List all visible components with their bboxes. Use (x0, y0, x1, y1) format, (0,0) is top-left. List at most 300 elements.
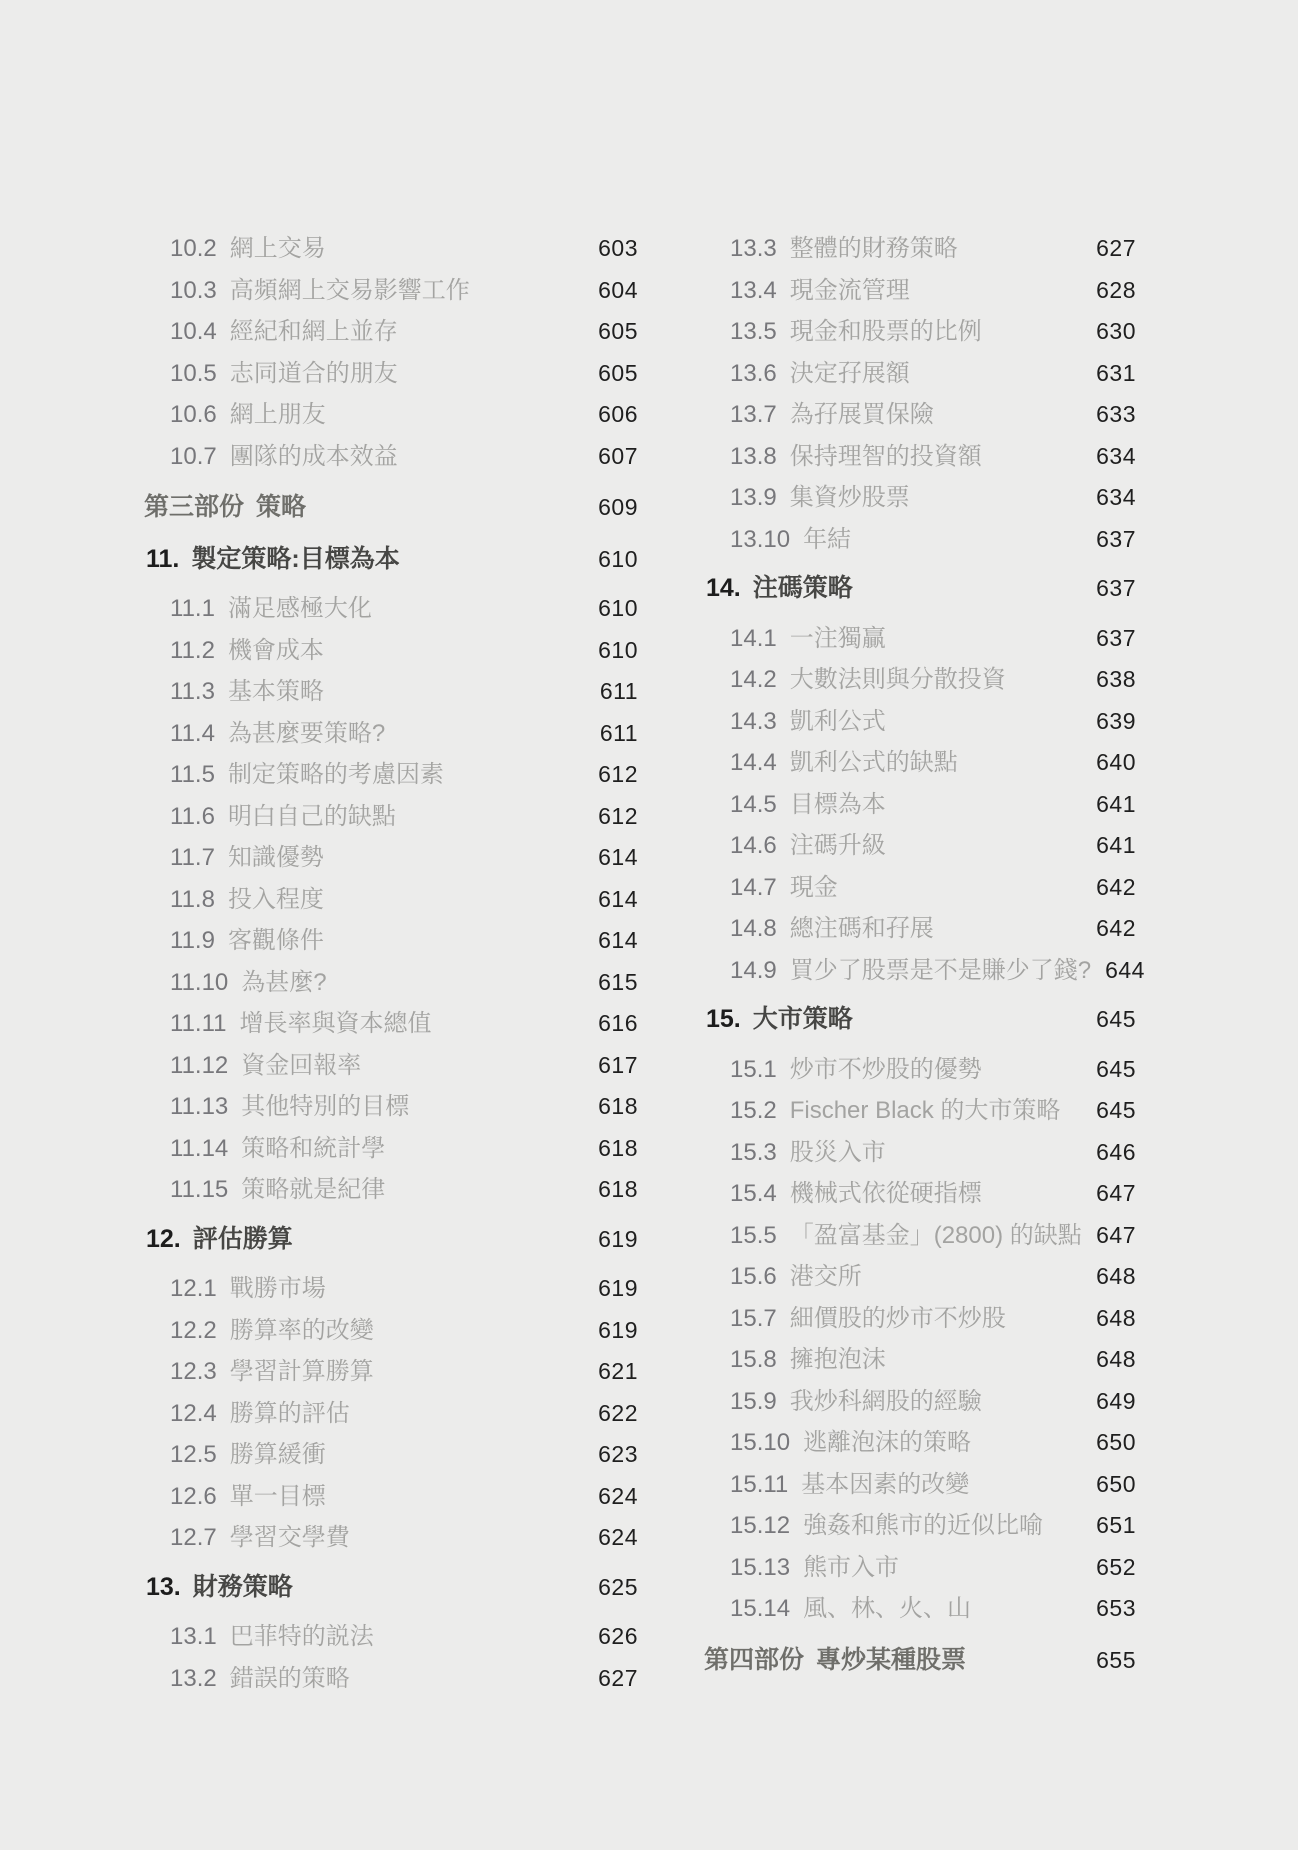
entry-page-number: 619 (598, 1225, 638, 1252)
entry-page-number: 655 (1096, 1646, 1136, 1673)
entry-title: 專炒某種股票 (816, 1645, 967, 1674)
entry-number: 14.5 (730, 790, 777, 818)
entry-number: 12.4 (170, 1399, 217, 1427)
entry-page-number: 610 (598, 636, 638, 663)
entry-label (704, 1547, 899, 1582)
entry-title: 客觀條件 (227, 927, 324, 954)
entry-page-number: 624 (598, 1482, 638, 1509)
entry-page-number: 631 (1096, 359, 1136, 386)
toc-entry (704, 311, 1136, 353)
entry-title: 網上交易 (229, 235, 326, 262)
entry-label (704, 1464, 969, 1499)
entry-label (704, 659, 1006, 694)
entry-number: 15.10 (730, 1429, 791, 1456)
entry-number: 15.6 (730, 1263, 777, 1290)
entry-number: 11.7 (170, 844, 215, 871)
entry-number: 15.7 (730, 1304, 777, 1332)
entry-page-number: 625 (598, 1573, 638, 1600)
entry-number: 第三部份 (144, 493, 245, 521)
entry-page-number: 619 (598, 1316, 638, 1343)
toc-entry (704, 908, 1136, 950)
entry-page-number: 618 (598, 1176, 638, 1202)
entry-number: 12.3 (170, 1358, 217, 1385)
entry-number: 15.9 (730, 1387, 777, 1415)
entry-title: 股災入市 (789, 1138, 886, 1166)
entry-label (144, 1658, 350, 1693)
entry-page-number: 653 (1096, 1595, 1136, 1621)
entry-page-number: 626 (598, 1623, 638, 1649)
entry-label (144, 671, 324, 706)
entry-title: 年結 (803, 525, 852, 553)
toc-entry (144, 1003, 638, 1045)
entry-number: 12.5 (170, 1441, 217, 1468)
toc-entry (704, 742, 1136, 784)
entry-title: 志同道合的朋友 (229, 359, 398, 387)
entry-title: 勝算緩衝 (229, 1441, 326, 1468)
entry-title: 為孖展買保險 (789, 401, 934, 428)
toc-entry (704, 784, 1136, 826)
entry-page-number: 638 (1096, 666, 1136, 692)
toc-entry (144, 962, 638, 1004)
entry-title: 注碼策略 (752, 574, 853, 602)
entry-number: 15.5 (730, 1221, 777, 1249)
entry-page-number: 604 (598, 276, 638, 303)
toc-column-right (704, 228, 1145, 1691)
entry-page-number: 610 (598, 595, 638, 621)
entry-title: 大市策略 (752, 1005, 853, 1033)
entry-number: 12. (146, 1224, 181, 1253)
entry-title: 增長率與資本總值 (239, 1010, 432, 1037)
entry-number: 11.4 (170, 719, 215, 747)
entry-number: 11.3 (170, 678, 215, 705)
entry-title: 大數法則與分散投資 (789, 666, 1006, 693)
entry-title: 總注碼和孖展 (789, 915, 934, 942)
entry-title: 網上朋友 (229, 401, 326, 428)
toc-part-heading (704, 1640, 1136, 1682)
entry-label (704, 618, 886, 653)
entry-number: 11.15 (170, 1176, 229, 1203)
entry-title: 「盈富基金」(2800) 的缺點 (789, 1221, 1082, 1249)
entry-label (704, 436, 982, 471)
toc-chapter-heading (704, 999, 1136, 1041)
entry-label (704, 1339, 886, 1374)
toc-entry (144, 1476, 638, 1518)
entry-title: 港交所 (789, 1263, 862, 1290)
entry-number: 13.2 (170, 1664, 217, 1692)
entry-number: 13.9 (730, 484, 777, 511)
entry-number: 14. (706, 574, 741, 602)
entry-label (144, 436, 398, 471)
toc-entry (144, 630, 638, 672)
entry-label (704, 1298, 1006, 1333)
entry-title: 現金和股票的比例 (789, 318, 982, 345)
toc-entry (704, 1339, 1136, 1381)
toc-part-heading (144, 487, 638, 529)
entry-page-number: 648 (1096, 1346, 1136, 1372)
entry-label (704, 1132, 886, 1167)
toc-entry (144, 879, 638, 921)
entry-page-number: 640 (1096, 749, 1136, 775)
entry-page-number: 652 (1096, 1553, 1136, 1580)
entry-label (144, 1310, 374, 1345)
toc-entry (704, 1298, 1136, 1340)
toc-entry (704, 353, 1136, 395)
entry-title: 基本策略 (227, 678, 324, 705)
entry-title: 財務策略 (192, 1572, 293, 1601)
entry-page-number: 642 (1096, 873, 1136, 900)
entry-title: 擁抱泡沫 (789, 1346, 886, 1373)
toc-entry (704, 1422, 1136, 1464)
toc-entry (144, 1616, 638, 1658)
entry-page-number: 611 (599, 678, 638, 704)
entry-number: 10.3 (170, 276, 217, 304)
toc-entry (704, 228, 1136, 270)
entry-number: 11.8 (170, 885, 215, 913)
entry-title: 戰勝市場 (229, 1275, 326, 1302)
entry-page-number: 606 (598, 401, 638, 427)
entry-label (144, 630, 324, 665)
entry-number: 15.8 (730, 1346, 777, 1373)
entry-title: 凱利公式 (789, 707, 886, 735)
entry-title: 明白自己的缺點 (227, 802, 396, 830)
entry-number: 14.8 (730, 915, 777, 942)
entry-number: 12.7 (170, 1524, 217, 1551)
entry-page-number: 649 (1096, 1387, 1136, 1414)
entry-label (704, 701, 886, 736)
entry-title: 資金回報率 (241, 1051, 362, 1079)
entry-title: 單一目標 (229, 1482, 326, 1510)
entry-page-number: 647 (1096, 1180, 1136, 1206)
entry-page-number: 634 (1096, 442, 1136, 469)
entry-label (144, 394, 326, 429)
entry-label (704, 1215, 1082, 1250)
entry-label (144, 796, 396, 831)
entry-page-number: 618 (598, 1134, 638, 1161)
toc-entry (704, 867, 1136, 909)
entry-number: 13.6 (730, 359, 777, 387)
entry-page-number: 615 (598, 968, 638, 995)
entry-page-number: 639 (1096, 707, 1136, 734)
entry-number: 14.6 (730, 832, 777, 859)
entry-label (704, 908, 934, 943)
entry-title: 凱利公式的缺點 (789, 749, 958, 776)
toc-entry (144, 754, 638, 796)
entry-number: 10.4 (170, 318, 217, 345)
entry-number: 15.12 (730, 1512, 791, 1539)
entry-title: 機械式依從硬指標 (789, 1180, 982, 1207)
entry-number: 11.10 (170, 968, 229, 996)
entry-title: 熊市入市 (803, 1553, 900, 1581)
entry-label (704, 519, 851, 554)
entry-label (144, 713, 385, 748)
entry-title: 細價股的炒市不炒股 (789, 1304, 1006, 1332)
entry-title: 機會成本 (227, 636, 324, 664)
toc-entry (144, 436, 638, 478)
entry-page-number: 614 (598, 927, 638, 953)
entry-title: 目標為本 (789, 790, 886, 818)
entry-number: 11.13 (170, 1093, 229, 1120)
toc-entry (704, 1256, 1136, 1298)
entry-number: 第四部份 (704, 1645, 805, 1674)
entry-label (704, 825, 886, 860)
entry-page-number: 624 (598, 1524, 638, 1550)
entry-number: 11.9 (170, 927, 215, 954)
entry-title: 買少了股票是不是賺少了錢? (789, 956, 1092, 984)
entry-number: 10.7 (170, 442, 217, 470)
entry-title: 現金流管理 (789, 276, 910, 304)
entry-label (144, 920, 324, 955)
entry-number: 15.11 (730, 1470, 789, 1498)
entry-page-number: 647 (1096, 1221, 1136, 1248)
entry-number: 11.11 (170, 1010, 227, 1037)
entry-title: 策略就是紀律 (241, 1176, 386, 1203)
entry-label (704, 1173, 982, 1208)
toc-entry (144, 228, 638, 270)
toc-entry (704, 1464, 1136, 1506)
entry-number: 15.1 (730, 1055, 777, 1083)
entry-page-number: 622 (598, 1399, 638, 1426)
entry-title: 其他特別的目標 (241, 1093, 410, 1120)
entry-label (704, 353, 910, 388)
entry-title: 基本因素的改變 (801, 1470, 970, 1498)
entry-page-number: 616 (598, 1010, 638, 1036)
entry-page-number: 612 (598, 802, 638, 829)
entry-label (704, 999, 853, 1035)
toc-entry (144, 1268, 638, 1310)
entry-number: 14.9 (730, 956, 777, 984)
entry-number: 11.12 (170, 1051, 229, 1079)
entry-number: 12.6 (170, 1482, 217, 1510)
toc-entry (704, 825, 1136, 867)
toc-entry (144, 1169, 638, 1211)
entry-page-number: 648 (1096, 1304, 1136, 1331)
entry-label (144, 1003, 432, 1038)
entry-page-number: 637 (1096, 624, 1136, 651)
entry-number: 15.13 (730, 1553, 791, 1581)
entry-title: 逃離泡沫的策略 (803, 1429, 972, 1456)
entry-page-number: 646 (1096, 1138, 1136, 1165)
entry-label (144, 1434, 326, 1469)
entry-number: 12.1 (170, 1275, 217, 1302)
entry-label (144, 1128, 385, 1163)
entry-label (704, 784, 886, 819)
toc-entry (144, 1393, 638, 1435)
entry-label (144, 1393, 350, 1428)
entry-page-number: 614 (598, 885, 638, 912)
entry-number: 14.3 (730, 707, 777, 735)
entry-number: 13.10 (730, 525, 791, 553)
entry-title: 集資炒股票 (789, 484, 910, 511)
entry-label (144, 1351, 374, 1386)
entry-label (144, 1616, 374, 1651)
entry-title: 現金 (789, 873, 838, 901)
toc-entry (144, 1434, 638, 1476)
entry-title: 策略 (256, 493, 307, 521)
toc-entry (704, 701, 1136, 743)
toc-entry (144, 1045, 638, 1087)
entry-label (144, 539, 400, 575)
entry-label (144, 1219, 293, 1255)
entry-label (704, 1090, 1060, 1125)
entry-page-number: 619 (598, 1275, 638, 1301)
toc-column-left (144, 228, 638, 1699)
entry-number: 14.4 (730, 749, 777, 776)
toc-chapter-heading (144, 1567, 638, 1609)
toc-entry (704, 1505, 1136, 1547)
entry-page-number: 614 (598, 844, 638, 870)
toc-entry (704, 1547, 1136, 1589)
entry-page-number: 633 (1096, 401, 1136, 427)
entry-title: 整體的財務策略 (789, 235, 958, 262)
entry-title: 勝算率的改變 (229, 1316, 374, 1344)
entry-number: 14.1 (730, 624, 777, 652)
entry-page-number: 650 (1096, 1429, 1136, 1455)
entry-number: 13.7 (730, 401, 777, 428)
entry-title: 錯誤的策略 (229, 1664, 350, 1692)
entry-label (144, 311, 398, 346)
toc-entry (144, 1310, 638, 1352)
entry-title: 一注獨贏 (789, 624, 886, 652)
entry-title: 炒市不炒股的優勢 (789, 1055, 982, 1083)
entry-label (704, 1422, 971, 1457)
toc-entry (144, 796, 638, 838)
entry-label (144, 879, 324, 914)
entry-number: 10.5 (170, 359, 217, 387)
entry-number: 15.3 (730, 1138, 777, 1166)
entry-title: 風、林、火、山 (803, 1595, 972, 1622)
entry-page-number: 641 (1096, 790, 1136, 817)
entry-number: 14.7 (730, 873, 777, 901)
entry-title: 決定孖展額 (789, 359, 910, 387)
entry-label (144, 837, 324, 872)
toc-entry (704, 1090, 1136, 1132)
entry-page-number: 644 (1105, 956, 1145, 983)
toc-entry (144, 1658, 638, 1700)
toc-entry (704, 1173, 1136, 1215)
entry-title: 學習計算勝算 (229, 1358, 374, 1385)
entry-title: 為甚麼? (241, 968, 327, 996)
entry-label (144, 270, 470, 305)
entry-label (704, 1640, 966, 1676)
entry-page-number: 648 (1096, 1263, 1136, 1289)
toc-entry (144, 1517, 638, 1559)
toc-entry (704, 950, 1145, 992)
toc-entry (144, 588, 638, 630)
entry-number: 12.2 (170, 1316, 217, 1344)
toc-entry (144, 353, 638, 395)
toc-entry (704, 1049, 1136, 1091)
entry-page-number: 641 (1096, 832, 1136, 858)
entry-number: 11.2 (170, 636, 215, 664)
entry-page-number: 618 (598, 1093, 638, 1119)
entry-number: 11.14 (170, 1134, 229, 1162)
entry-number: 13. (146, 1572, 181, 1601)
entry-page-number: 617 (598, 1051, 638, 1078)
entry-title: 學習交學費 (229, 1524, 350, 1551)
entry-label (144, 487, 306, 523)
entry-number: 11.1 (170, 595, 215, 622)
entry-title: 經紀和網上並存 (229, 318, 398, 345)
toc-chapter-heading (704, 568, 1136, 610)
entry-page-number: 603 (598, 235, 638, 261)
entry-label (144, 353, 398, 388)
entry-number: 13.1 (170, 1623, 217, 1650)
entry-page-number: 611 (599, 719, 638, 746)
toc-entry (144, 1351, 638, 1393)
entry-label (144, 1517, 350, 1552)
entry-title: 投入程度 (227, 885, 324, 913)
toc-entry (144, 713, 638, 755)
entry-page-number: 634 (1096, 484, 1136, 510)
entry-title: 為甚麼要策略? (227, 719, 386, 747)
entry-number: 13.5 (730, 318, 777, 345)
entry-page-number: 627 (598, 1664, 638, 1691)
entry-number: 15.4 (730, 1180, 777, 1207)
toc-entry (704, 1132, 1136, 1174)
entry-number: 15.14 (730, 1595, 791, 1622)
entry-label (704, 477, 910, 512)
entry-page-number: 630 (1096, 318, 1136, 344)
entry-label (704, 311, 982, 346)
toc-entry (704, 436, 1136, 478)
entry-page-number: 605 (598, 318, 638, 344)
entry-label (704, 867, 838, 902)
toc-entry (704, 394, 1136, 436)
entry-page-number: 612 (598, 761, 638, 787)
entry-label (704, 742, 958, 777)
entry-page-number: 609 (598, 494, 638, 520)
toc-entry (704, 519, 1136, 561)
entry-title: 勝算的評估 (229, 1399, 350, 1427)
entry-label (704, 1256, 862, 1291)
entry-label (144, 1086, 409, 1121)
entry-number: 11. (146, 544, 180, 573)
entry-label (704, 228, 958, 263)
entry-page-number: 621 (598, 1358, 638, 1384)
toc-entry (704, 659, 1136, 701)
toc-entry (704, 270, 1136, 312)
entry-label (144, 1567, 293, 1603)
toc-entry (144, 1086, 638, 1128)
toc-entry (144, 1128, 638, 1170)
entry-title: 知識優勢 (227, 844, 324, 871)
toc-entry (144, 311, 638, 353)
toc-entry (144, 671, 638, 713)
entry-label (144, 1476, 326, 1511)
toc-entry (704, 1215, 1136, 1257)
entry-page-number: 645 (1096, 1097, 1136, 1123)
entry-page-number: 627 (1096, 235, 1136, 261)
entry-title: 策略和統計學 (241, 1134, 386, 1162)
entry-page-number: 637 (1096, 525, 1136, 552)
entry-page-number: 637 (1096, 575, 1136, 601)
entry-label (144, 1268, 326, 1303)
entry-label (704, 950, 1091, 985)
toc-entry (144, 837, 638, 879)
entry-title: Fischer Black 的大市策略 (789, 1097, 1061, 1124)
entry-page-number: 605 (598, 359, 638, 386)
entry-page-number: 645 (1096, 1055, 1136, 1082)
entry-number: 10.6 (170, 401, 217, 428)
entry-number: 15. (706, 1005, 741, 1033)
entry-number: 10.2 (170, 235, 217, 262)
entry-number: 13.3 (730, 235, 777, 262)
entry-title: 製定策略:目標為本 (191, 544, 400, 573)
entry-label (704, 1588, 971, 1623)
toc-entry (704, 1381, 1136, 1423)
entry-number: 11.6 (170, 802, 215, 830)
entry-title: 注碼升級 (789, 832, 886, 859)
